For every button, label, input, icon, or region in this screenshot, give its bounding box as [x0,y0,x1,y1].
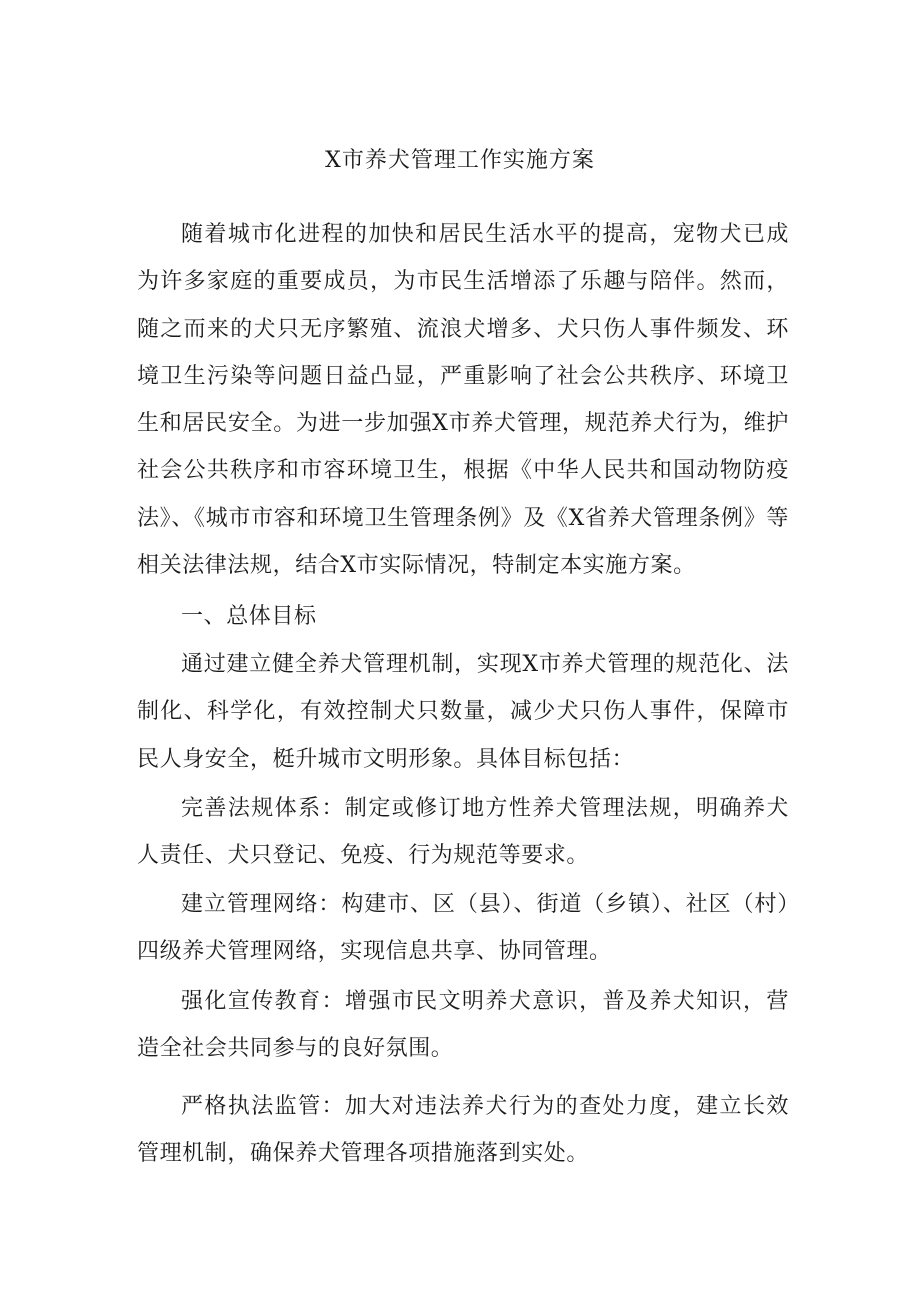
goal-item-regulations: 完善法规体系：制定或修订地方性养犬管理法规，明确养犬人责任、犬只登记、免疫、行为规范等要求。 [137,796,789,869]
goal-item-management-network: 建立管理网络：构建市、区（县）、街道（乡镇）、社区（村）四级养犬管理网络，实现信息共享、协同管理。 [137,892,789,965]
goal-item-publicity-education: 强化宣传教育：增强市民文明养犬意识，普及养犬知识，营造全社会共同参与的良好氛围。 [137,989,789,1062]
intro-paragraph: 随着城市化进程的加快和居民生活水平的提高，宠物犬已成为许多家庭的重要成员，为市民生活增添了乐趣与陪伴。然而，随之而来的犬只无序繁殖、流浪犬增多、犬只伤人事件频发、环境卫生污染等问题日益凸显，严重影响了社会公共秩序、环境卫生和居民安全。为进一步加强X市养犬管理，规范养犬行为，维护社会公共秩序和市容环境卫生，根据《中华人民共和国动物防疫法》、《城市市容和环境卫生管理条例》及《X省养犬管理条例》等相关法律法规，结合X市实际情况，特制定本实施方案。 [137,222,789,579]
section-heading-overall-goals: 一、总体目标 [181,604,317,629]
document-title: X市养犬管理工作实施方案 [325,148,595,173]
goal-paragraph: 通过建立健全养犬管理机制，实现X市养犬管理的规范化、法制化、科学化，有效控制犬只数量，减少犬只伤人事件，保障市民人身安全，梃升城市文明形象。具体目标包括： [137,652,789,772]
goal-item-law-enforcement: 严格执法监管：加大对违法养犬行为的查处力度，建立长效管理机制，确保养犬管理各项措施落到实处。 [137,1094,789,1167]
